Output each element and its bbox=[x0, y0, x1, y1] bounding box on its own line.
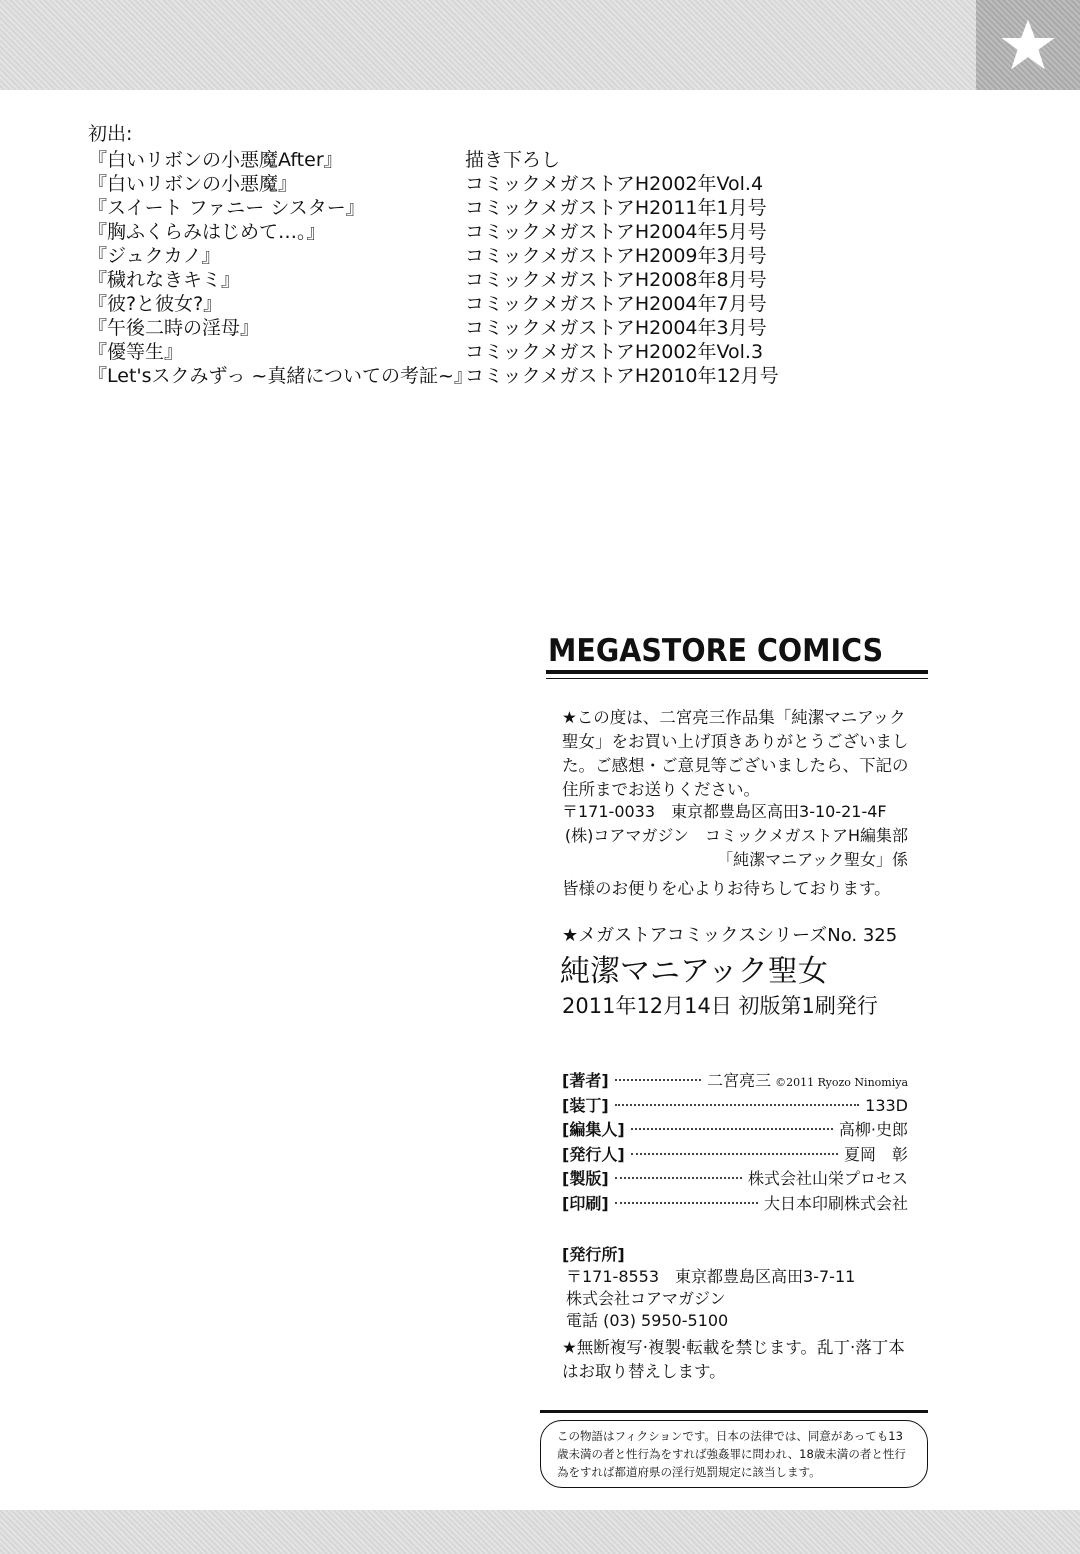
credit-value bbox=[844, 1142, 908, 1165]
credits-list bbox=[562, 1068, 908, 1215]
publisher-address: 〒171-8553 東京都豊島区高田3-7-11 bbox=[566, 1267, 856, 1286]
toc-title: 『胸ふくらみはじめて…。』 bbox=[88, 221, 326, 243]
address-line-3: 「純潔マニアック聖女」係 bbox=[717, 850, 908, 869]
leader-dots bbox=[631, 1128, 833, 1130]
toc-rows bbox=[88, 148, 779, 388]
leader-dots bbox=[615, 1177, 742, 1179]
credit-value bbox=[764, 1191, 908, 1214]
toc-source: コミックメガストアH2004年5月号 bbox=[465, 221, 767, 243]
toc-source: コミックメガストアH2010年12月号 bbox=[465, 365, 779, 387]
credit-name: 株式会社山栄プロセス bbox=[747, 1169, 908, 1188]
credit-value bbox=[707, 1068, 908, 1091]
first-appearance-list bbox=[88, 122, 779, 388]
credit-name: 夏岡 彰 bbox=[843, 1144, 908, 1164]
toc-row bbox=[88, 244, 779, 268]
toc-title: 『午後二時の淫母』 bbox=[88, 317, 260, 339]
leader-dots bbox=[631, 1153, 838, 1155]
top-screentone-band bbox=[0, 0, 1080, 90]
corner-tab bbox=[976, 0, 1080, 90]
toc-row bbox=[88, 268, 779, 292]
address-line-2: (株)コアマガジン コミックメガストアH編集部 bbox=[564, 826, 908, 845]
separator-rule bbox=[540, 1410, 928, 1413]
credit-name: 高柳·史郎 bbox=[838, 1120, 908, 1139]
toc-title: 『優等生』 bbox=[88, 341, 184, 363]
credit-role: [編集人] bbox=[562, 1120, 625, 1139]
toc-row bbox=[88, 148, 779, 172]
toc-source: コミックメガストアH2004年3月号 bbox=[465, 317, 767, 339]
toc-heading: 初出: bbox=[88, 123, 133, 145]
toc-row bbox=[88, 196, 779, 220]
toc-source: 描き下ろし bbox=[465, 149, 561, 171]
brand-logo: MEGASTORE COMICS bbox=[548, 633, 884, 669]
credit-row bbox=[562, 1093, 908, 1118]
brand-rule bbox=[546, 670, 928, 674]
credit-row bbox=[562, 1068, 908, 1093]
credit-row bbox=[562, 1191, 908, 1216]
bottom-screentone-band bbox=[0, 1510, 1080, 1554]
credit-name: 二宮亮三 bbox=[707, 1071, 772, 1090]
publisher-block bbox=[562, 1244, 856, 1332]
closing-message: 皆様のお便りを心よりお待ちしております。 bbox=[562, 879, 891, 898]
toc-title: 『白いリボンの小悪魔』 bbox=[88, 173, 298, 195]
toc-row bbox=[88, 340, 779, 364]
credit-value bbox=[865, 1096, 908, 1115]
toc-row bbox=[88, 220, 779, 244]
toc-title: 『穢れなきキミ』 bbox=[88, 269, 241, 291]
leader-dots bbox=[615, 1202, 758, 1204]
toc-row bbox=[88, 364, 779, 388]
toc-row bbox=[88, 172, 779, 196]
leader-dots bbox=[615, 1104, 860, 1106]
toc-source: コミックメガストアH2011年1月号 bbox=[465, 197, 767, 219]
leader-dots bbox=[615, 1079, 701, 1081]
star-icon bbox=[999, 16, 1057, 74]
credit-role: [装丁] bbox=[562, 1095, 609, 1115]
copyright-notice: ★無断複写·複製·転載を禁じます。乱丁·落丁本はお取り替えします。 bbox=[562, 1338, 905, 1381]
mail-address bbox=[562, 800, 908, 872]
credit-role: [製版] bbox=[562, 1169, 609, 1188]
credit-row bbox=[562, 1117, 908, 1142]
toc-source: コミックメガストアH2002年Vol.3 bbox=[465, 341, 764, 363]
toc-row bbox=[88, 316, 779, 340]
toc-row bbox=[88, 292, 779, 316]
series-number: ★メガストアコミックスシリーズNo. 325 bbox=[562, 925, 898, 946]
toc-source: コミックメガストアH2009年3月号 bbox=[465, 245, 767, 267]
toc-title: 『彼?と彼女?』 bbox=[88, 293, 223, 315]
credit-row bbox=[562, 1166, 908, 1191]
publisher-company: 株式会社コアマガジン bbox=[566, 1289, 726, 1308]
publication-date: 2011年12月14日 初版第1刷発行 bbox=[562, 994, 878, 1018]
toc-title: 『Let'sスクみずっ ~真緒についての考証~』 bbox=[88, 365, 473, 387]
credit-value bbox=[839, 1117, 908, 1140]
credit-row bbox=[562, 1142, 908, 1167]
fiction-disclaimer: この物語はフィクションです。日本の法律では、同意があっても13歳未満の者と性行為をすれば強姦罪に問われ、18歳未満の者と性行為をすれば都道府県の淫行処罰規定に該当します。 bbox=[540, 1420, 928, 1488]
credit-role: [印刷] bbox=[562, 1193, 609, 1213]
credit-role: [著者] bbox=[562, 1071, 609, 1090]
brand-rule-thin bbox=[546, 678, 928, 679]
credit-name: 133D bbox=[865, 1095, 908, 1115]
toc-title: 『スイート ファニー シスター』 bbox=[88, 197, 365, 219]
toc-title: 『ジュクカノ』 bbox=[88, 245, 221, 267]
address-line-1: 〒171-0033 東京都豊島区高田3-10-21-4F bbox=[562, 802, 887, 821]
book-title: 純潔マニアック聖女 bbox=[560, 954, 828, 989]
thank-you-message: ★この度は、二宮亮三作品集「純潔マニアック聖女」をお買い上げ頂きありがとうございました。ご感想・ご意見等ございましたら、下記の住所までお送りください。 bbox=[562, 708, 909, 799]
toc-source: コミックメガストアH2004年7月号 bbox=[465, 293, 767, 315]
toc-source: コミックメガストアH2002年Vol.4 bbox=[465, 173, 764, 195]
publisher-label: [発行所] bbox=[562, 1245, 625, 1264]
toc-source: コミックメガストアH2008年8月号 bbox=[465, 269, 767, 291]
credit-role: [発行人] bbox=[562, 1144, 625, 1164]
credit-name: 大日本印刷株式会社 bbox=[763, 1193, 908, 1213]
credit-value bbox=[748, 1166, 908, 1189]
publisher-phone: 電話 (03) 5950-5100 bbox=[566, 1311, 729, 1330]
credit-note: ©2011 Ryozo Ninomiya bbox=[775, 1076, 908, 1089]
toc-title: 『白いリボンの小悪魔After』 bbox=[88, 149, 343, 171]
